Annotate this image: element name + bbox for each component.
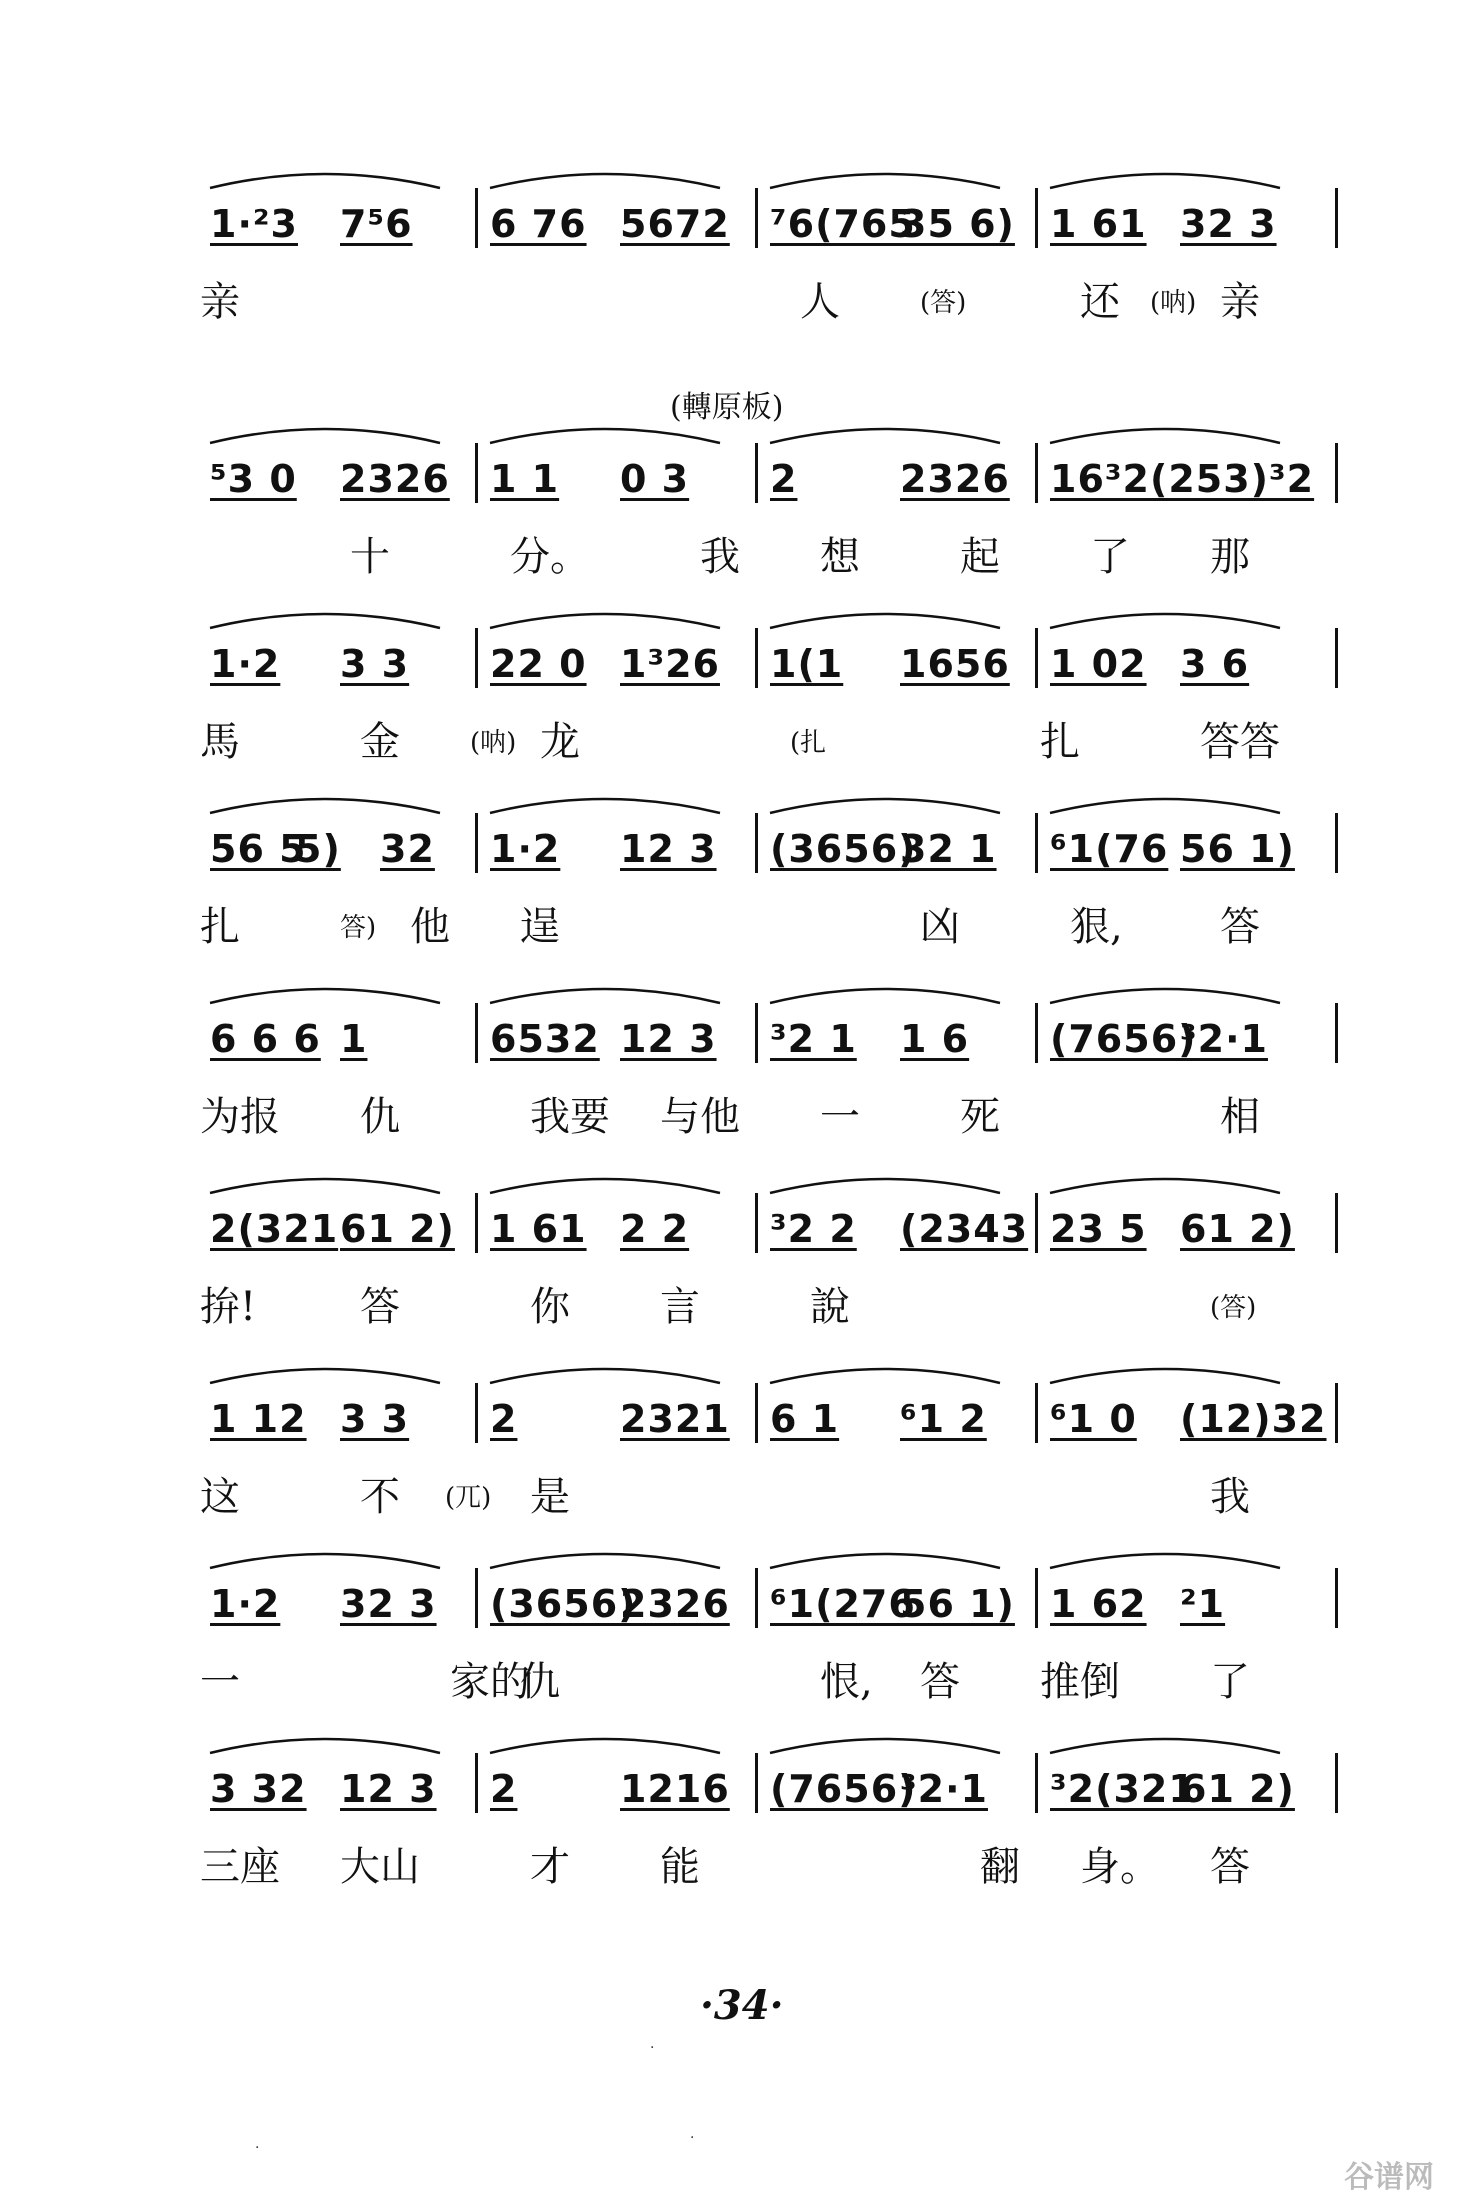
note-group: 1 6	[900, 1017, 970, 1061]
note-group: 61 2)	[1180, 1767, 1295, 1811]
slur-arc	[770, 174, 1000, 188]
note-group: (7656)	[770, 1767, 917, 1811]
lyric-word: 起	[960, 534, 1000, 580]
phrase-slurs	[200, 967, 1350, 1007]
note-group: 2321	[620, 1397, 730, 1441]
score-system	[200, 1175, 1350, 1335]
slur-arc	[770, 429, 1000, 443]
note-group: 1 62	[1050, 1582, 1147, 1626]
lyric-word: 凶	[920, 904, 960, 950]
lyric-word: 答	[1220, 904, 1260, 950]
note-group: 2326	[900, 457, 1010, 501]
slur-arc	[770, 1179, 1000, 1193]
note-group: 32 3	[340, 1582, 437, 1626]
barline	[1335, 1383, 1338, 1443]
barline	[1335, 1003, 1338, 1063]
lyric-word: 这	[200, 1474, 240, 1520]
note-group: 12 3	[340, 1767, 437, 1811]
lyric-word: 为报	[200, 1094, 280, 1140]
barline	[755, 1193, 758, 1253]
lyric-word: 家的	[450, 1659, 530, 1705]
slur-arc	[490, 174, 720, 188]
barline	[1335, 628, 1338, 688]
slur-arc	[490, 1179, 720, 1193]
note-group: 2326	[340, 457, 450, 501]
slur-arc	[490, 429, 720, 443]
barline	[1335, 813, 1338, 873]
note-group: 6 1	[770, 1397, 840, 1441]
slur-arc	[770, 1369, 1000, 1383]
lyric-word: 不	[360, 1474, 400, 1520]
lyric-word: 大山	[340, 1844, 420, 1890]
note-group: 12 3	[620, 827, 717, 871]
barline	[475, 1383, 478, 1443]
lyric-word: 死	[960, 1094, 1000, 1140]
barline	[475, 443, 478, 503]
note-group: 1 12	[210, 1397, 307, 1441]
barline	[1035, 1193, 1038, 1253]
note-group: 32 3	[1180, 202, 1277, 246]
lyric-word: (呐)	[1150, 288, 1197, 318]
slur-arc	[770, 1554, 1000, 1568]
note-group: 5672	[620, 202, 730, 246]
note-group: 2326	[620, 1582, 730, 1626]
barline	[1035, 188, 1038, 248]
note-group: 2	[490, 1767, 518, 1811]
note-group: ³2 1	[770, 1017, 857, 1061]
barline	[755, 1003, 758, 1063]
barline	[755, 1753, 758, 1813]
barline	[475, 1193, 478, 1253]
slur-arc	[490, 614, 720, 628]
note-group: 32 1	[900, 827, 997, 871]
lyric-word: (兀)	[445, 1483, 492, 1513]
note-group: ⁶1(76	[1050, 827, 1169, 871]
lyric-word: 还	[1080, 279, 1120, 325]
slur-arc	[1050, 989, 1280, 1003]
stray-mark: ·	[690, 2130, 695, 2146]
slur-arc	[490, 989, 720, 1003]
barline	[755, 628, 758, 688]
barline	[1035, 1003, 1038, 1063]
note-group: 2(321	[210, 1207, 339, 1251]
score-system	[200, 170, 1350, 330]
note-group: 56 1)	[900, 1582, 1015, 1626]
lyric-word: 三座	[200, 1844, 280, 1890]
lyric-word: 我要	[530, 1094, 610, 1140]
note-group: (12)32	[1180, 1397, 1327, 1441]
note-group: ⁷6(765	[770, 202, 916, 246]
barline	[475, 813, 478, 873]
lyric-word: 能	[660, 1844, 700, 1890]
lyric-word: 亲	[200, 279, 240, 325]
note-group: ³2·1	[1180, 1017, 1268, 1061]
barline	[1335, 1193, 1338, 1253]
lyric-word: 了	[1210, 1659, 1250, 1705]
note-group: 1656	[900, 642, 1010, 686]
note-group: 61 2)	[340, 1207, 455, 1251]
lyric-word: 是	[530, 1474, 570, 1520]
slur-arc	[1050, 1369, 1280, 1383]
score-system	[200, 610, 1350, 770]
barline	[1035, 628, 1038, 688]
slur-arc	[770, 989, 1000, 1003]
note-group: 32	[380, 827, 435, 871]
phrase-slurs	[200, 777, 1350, 817]
stray-mark: ·	[650, 2040, 655, 2056]
barline	[1035, 443, 1038, 503]
watermark-text: 谷谱网	[1344, 2160, 1434, 2195]
note-group: 56 5	[210, 827, 307, 871]
score-system	[200, 795, 1350, 955]
note-group: 3 3	[340, 642, 410, 686]
slur-arc	[210, 1739, 440, 1753]
slur-arc	[490, 1369, 720, 1383]
barline	[475, 1003, 478, 1063]
lyric-word: 答	[920, 1659, 960, 1705]
note-group: 1 02	[1050, 642, 1147, 686]
note-group: 61 2)	[1180, 1207, 1295, 1251]
note-group: ⁵3 0	[210, 457, 297, 501]
barline	[755, 188, 758, 248]
slur-arc	[210, 1369, 440, 1383]
barline	[475, 1753, 478, 1813]
phrase-slurs	[200, 407, 1350, 447]
lyric-word: 狠,	[1070, 904, 1123, 950]
slur-arc	[1050, 429, 1280, 443]
score-system	[200, 1735, 1350, 1895]
note-group: 3 6	[1180, 642, 1250, 686]
note-group: 3 32	[210, 1767, 307, 1811]
lyric-word: 你	[530, 1284, 570, 1330]
lyric-word: 他	[410, 904, 450, 950]
slur-arc	[1050, 614, 1280, 628]
barline	[475, 188, 478, 248]
lyric-word: 拚!	[200, 1284, 257, 1330]
note-group: (7656)	[1050, 1017, 1197, 1061]
note-group: 1 61	[490, 1207, 587, 1251]
lyric-word: 分。	[510, 534, 590, 580]
barline	[1035, 1753, 1038, 1813]
note-group: 2	[770, 457, 798, 501]
barline	[1035, 813, 1038, 873]
note-group: 35 6)	[900, 202, 1015, 246]
note-group: 1·2	[210, 1582, 281, 1626]
note-group: 6 76	[490, 202, 587, 246]
lyric-word: 与他	[660, 1094, 740, 1140]
lyric-word: 恨,	[820, 1659, 873, 1705]
lyric-word: 想	[820, 534, 860, 580]
lyric-word: 仇	[360, 1094, 400, 1140]
note-group: ³2(321	[1050, 1767, 1196, 1811]
slur-arc	[210, 989, 440, 1003]
barline	[1335, 443, 1338, 503]
tempo-change-marking: (轉原板)	[670, 390, 784, 425]
slur-arc	[1050, 1739, 1280, 1753]
lyric-word: 一	[820, 1094, 860, 1140]
note-group: ²1	[1180, 1582, 1226, 1626]
lyric-word: 答	[1210, 1844, 1250, 1890]
lyric-word: 身。	[1080, 1844, 1160, 1890]
lyric-word: 說	[810, 1284, 850, 1330]
lyric-word: (答)	[1210, 1293, 1257, 1323]
note-group: ⁶1(276	[770, 1582, 916, 1626]
lyric-word: 推倒	[1040, 1659, 1120, 1705]
note-group: 7⁵6	[340, 202, 413, 246]
phrase-slurs	[200, 1717, 1350, 1757]
watermark	[1344, 2152, 1434, 2196]
note-group: 56 1)	[1180, 827, 1295, 871]
lyric-word: (答)	[920, 288, 967, 318]
note-group: 1 1	[490, 457, 560, 501]
score-system	[200, 425, 1350, 585]
note-group: (2343	[900, 1207, 1029, 1251]
lyric-word: 答)	[340, 913, 377, 943]
phrase-slurs	[200, 152, 1350, 192]
lyric-word: 亲	[1220, 279, 1260, 325]
lyric-word: 扎	[1040, 719, 1080, 765]
note-group: ⁶1 2	[900, 1397, 987, 1441]
lyric-word: 才	[530, 1844, 570, 1890]
note-group: 1·2	[490, 827, 561, 871]
note-group: 1·2	[210, 642, 281, 686]
slur-arc	[210, 1179, 440, 1193]
note-group: 12 3	[620, 1017, 717, 1061]
note-group: 0 3	[620, 457, 690, 501]
note-group: (3656)	[490, 1582, 637, 1626]
lyric-word: 我	[700, 534, 740, 580]
score-system	[200, 1550, 1350, 1710]
page-number: ·34·	[700, 1982, 784, 2029]
phrase-slurs	[200, 1157, 1350, 1197]
phrase-slurs	[200, 1347, 1350, 1387]
lyric-word: 那	[1210, 534, 1250, 580]
note-group: 2	[490, 1397, 518, 1441]
slur-arc	[490, 799, 720, 813]
lyric-word: 翻	[980, 1844, 1020, 1890]
lyric-word: 人	[800, 279, 840, 325]
slur-arc	[770, 614, 1000, 628]
slur-arc	[1050, 174, 1280, 188]
note-group: 1(1	[770, 642, 844, 686]
note-group: ⁶1 0	[1050, 1397, 1137, 1441]
slur-arc	[770, 799, 1000, 813]
barline	[755, 813, 758, 873]
note-group: 1³26	[620, 642, 720, 686]
note-group: 1 61	[1050, 202, 1147, 246]
phrase-slurs	[200, 592, 1350, 632]
barline	[1335, 1753, 1338, 1813]
slur-arc	[1050, 799, 1280, 813]
note-group: 22 0	[490, 642, 587, 686]
note-group: 3 3	[340, 1397, 410, 1441]
slur-arc	[210, 429, 440, 443]
lyric-word: 扎	[200, 904, 240, 950]
barline	[1335, 188, 1338, 248]
barline	[755, 1568, 758, 1628]
lyric-word: 十	[350, 534, 390, 580]
lyric-word: 龙	[540, 719, 580, 765]
slur-arc	[210, 614, 440, 628]
lyric-word: 相	[1220, 1094, 1260, 1140]
note-group: 5)	[295, 827, 341, 871]
phrase-slurs	[200, 1532, 1350, 1572]
barline	[755, 1383, 758, 1443]
note-group: 1·²3	[210, 202, 298, 246]
lyric-word: (扎	[790, 728, 827, 758]
lyric-word: 答	[360, 1284, 400, 1330]
note-group: 16³2(253)³2	[1050, 457, 1315, 501]
lyric-word: 仇	[520, 1659, 560, 1705]
lyric-word: 我	[1210, 1474, 1250, 1520]
slur-arc	[210, 799, 440, 813]
note-group: (3656)	[770, 827, 917, 871]
lyric-word: 一	[200, 1659, 240, 1705]
note-group: 2 2	[620, 1207, 690, 1251]
lyric-word: 答答	[1200, 719, 1280, 765]
barline	[1335, 1568, 1338, 1628]
slur-arc	[210, 1554, 440, 1568]
note-group: 6 6 6	[210, 1017, 321, 1061]
slur-arc	[770, 1739, 1000, 1753]
note-group: 23 5	[1050, 1207, 1147, 1251]
stray-mark: ·	[255, 2140, 260, 2156]
barline	[475, 628, 478, 688]
note-group: 1	[340, 1017, 368, 1061]
slur-arc	[1050, 1554, 1280, 1568]
lyric-word: 逞	[520, 904, 560, 950]
slur-arc	[1050, 1179, 1280, 1193]
lyric-word: (呐)	[470, 728, 517, 758]
barline	[755, 443, 758, 503]
score-system	[200, 1365, 1350, 1525]
slur-arc	[490, 1554, 720, 1568]
barline	[475, 1568, 478, 1628]
lyric-word: 了	[1090, 534, 1130, 580]
note-group: ³2·1	[900, 1767, 988, 1811]
lyric-word: 馬	[200, 719, 240, 765]
note-group: 1216	[620, 1767, 730, 1811]
barline	[1035, 1383, 1038, 1443]
lyric-word: 金	[360, 719, 400, 765]
lyric-word: 言	[660, 1284, 700, 1330]
slur-arc	[490, 1739, 720, 1753]
barline	[1035, 1568, 1038, 1628]
note-group: ³2 2	[770, 1207, 857, 1251]
note-group: 6532	[490, 1017, 600, 1061]
score-system	[200, 985, 1350, 1145]
slur-arc	[210, 174, 440, 188]
